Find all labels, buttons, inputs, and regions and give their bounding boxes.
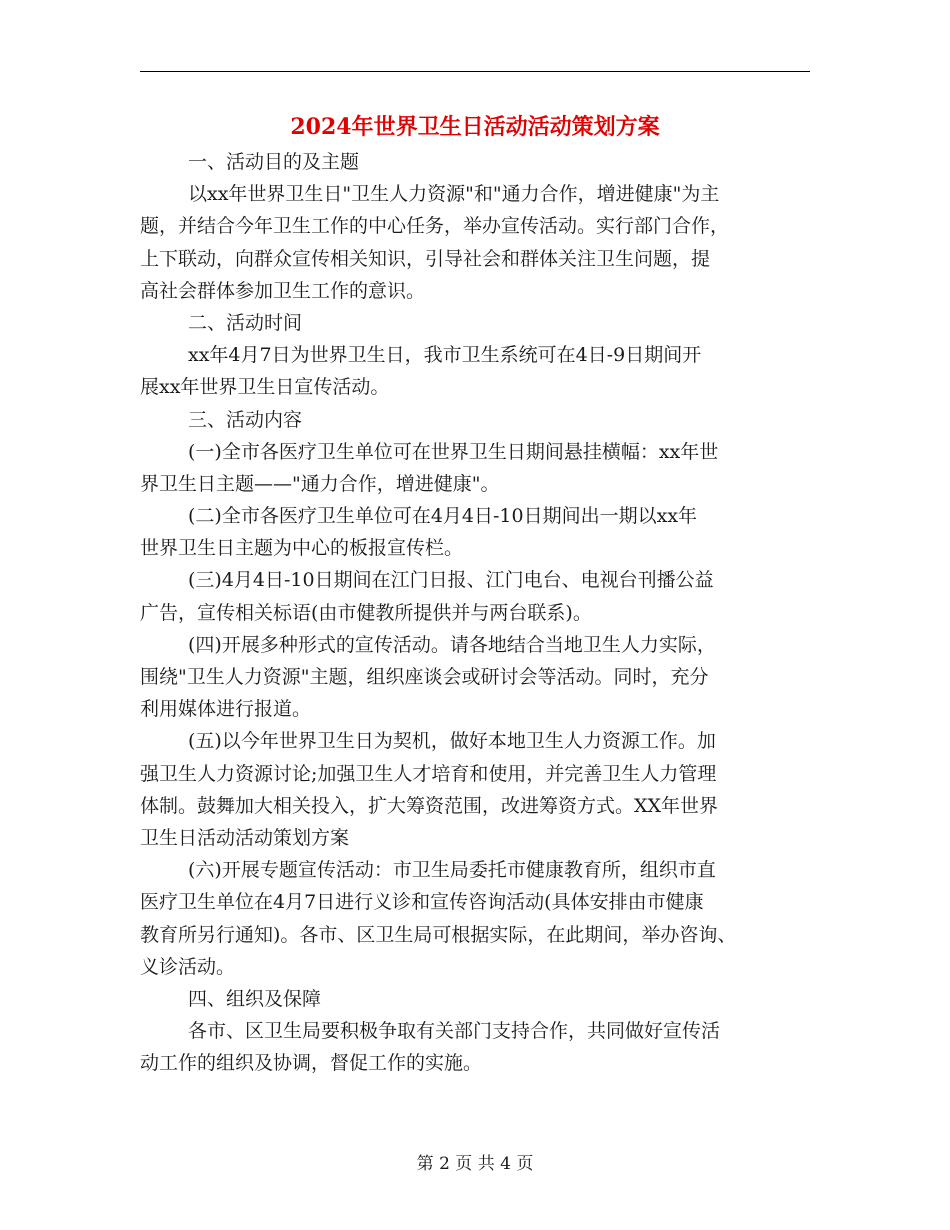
paragraph-line: 题，并结合今年卫生工作的中心任务，举办宣传活动。实行部门合作， xyxy=(140,215,730,238)
paragraph-line: 上下联动，向群众宣传相关知识，引导社会和群体关注卫生问题，提 xyxy=(140,247,711,270)
paragraph-line: 医疗卫生单位在4月7日进行义诊和宣传咨询活动(具体安排由市健康 xyxy=(140,891,704,914)
paragraph-line: 义诊活动。 xyxy=(140,955,236,978)
heading-purpose: 一、活动目的及主题 xyxy=(188,151,360,173)
paragraph-line: 围绕"卫生人力资源"主题，组织座谈会或研讨会等活动。同时，充分 xyxy=(140,666,709,688)
paragraph-line: xx年4月7日为世界卫生日，我市卫生系统可在4日-9日期间开 xyxy=(188,344,702,367)
paragraph-line: 世界卫生日主题为中心的板报宣传栏。 xyxy=(140,537,464,560)
paragraph-line: 强卫生人力资源讨论;加强卫生人才培育和使用，并完善卫生人力管理 xyxy=(140,762,717,785)
heading-time: 二、活动时间 xyxy=(188,311,303,334)
paragraph-line: (四)开展多种形式的宣传活动。请各地结合当地卫生人力实际， xyxy=(188,633,716,656)
paragraph-line: 界卫生日主题——"通力合作，增进健康"。 xyxy=(140,472,500,495)
paragraph-line: 展xx年世界卫生日宣传活动。 xyxy=(140,376,390,399)
paragraph-line: 动工作的组织及协调，督促工作的实施。 xyxy=(140,1052,483,1075)
header-rule xyxy=(140,71,810,72)
document-title: 2024年世界卫生日活动活动策划方案 xyxy=(290,114,660,140)
paragraph-line: 教育所另行通知)。各市、区卫生局可根据实际，在此期间，举办咨询、 xyxy=(140,923,737,946)
paragraph-line: 以xx年世界卫生日"卫生人力资源"和"通力合作，增进健康"为主 xyxy=(188,183,720,206)
document-body xyxy=(140,146,810,1079)
paragraph-line: (六)开展专题宣传活动：市卫生局委托市健康教育所，组织市直 xyxy=(188,859,716,882)
heading-organization: 四、组织及保障 xyxy=(188,987,322,1010)
paragraph-line: 各市、区卫生局要积极争取有关部门支持合作，共同做好宣传活 xyxy=(188,1020,721,1043)
paragraph-line: (一)全市各医疗卫生单位可在世界卫生日期间悬挂横幅：xx年世 xyxy=(188,440,719,463)
paragraph-line: 体制。鼓舞加大相关投入，扩大筹资范围，改进筹资方式。XX年世界 xyxy=(140,794,719,817)
page-number: 第 2 页 共 4 页 xyxy=(416,1154,534,1174)
heading-content: 三、活动内容 xyxy=(188,408,303,431)
paragraph-line: (二)全市各医疗卫生单位可在4月4日-10日期间出一期以xx年 xyxy=(188,505,698,528)
paragraph-line: 利用媒体进行报道。 xyxy=(140,698,312,721)
paragraph-line: 高社会群体参加卫生工作的意识。 xyxy=(140,279,426,302)
paragraph-line: 广告，宣传相关标语(由市健教所提供并与两台联系)。 xyxy=(140,601,592,624)
paragraph-line: (五)以今年世界卫生日为契机，做好本地卫生人力资源工作。加 xyxy=(188,730,716,753)
paragraph-line: (三)4月4日-10日期间在江门日报、江门电台、电视台刊播公益 xyxy=(188,569,714,592)
paragraph-line: 卫生日活动活动策划方案 xyxy=(140,826,350,849)
